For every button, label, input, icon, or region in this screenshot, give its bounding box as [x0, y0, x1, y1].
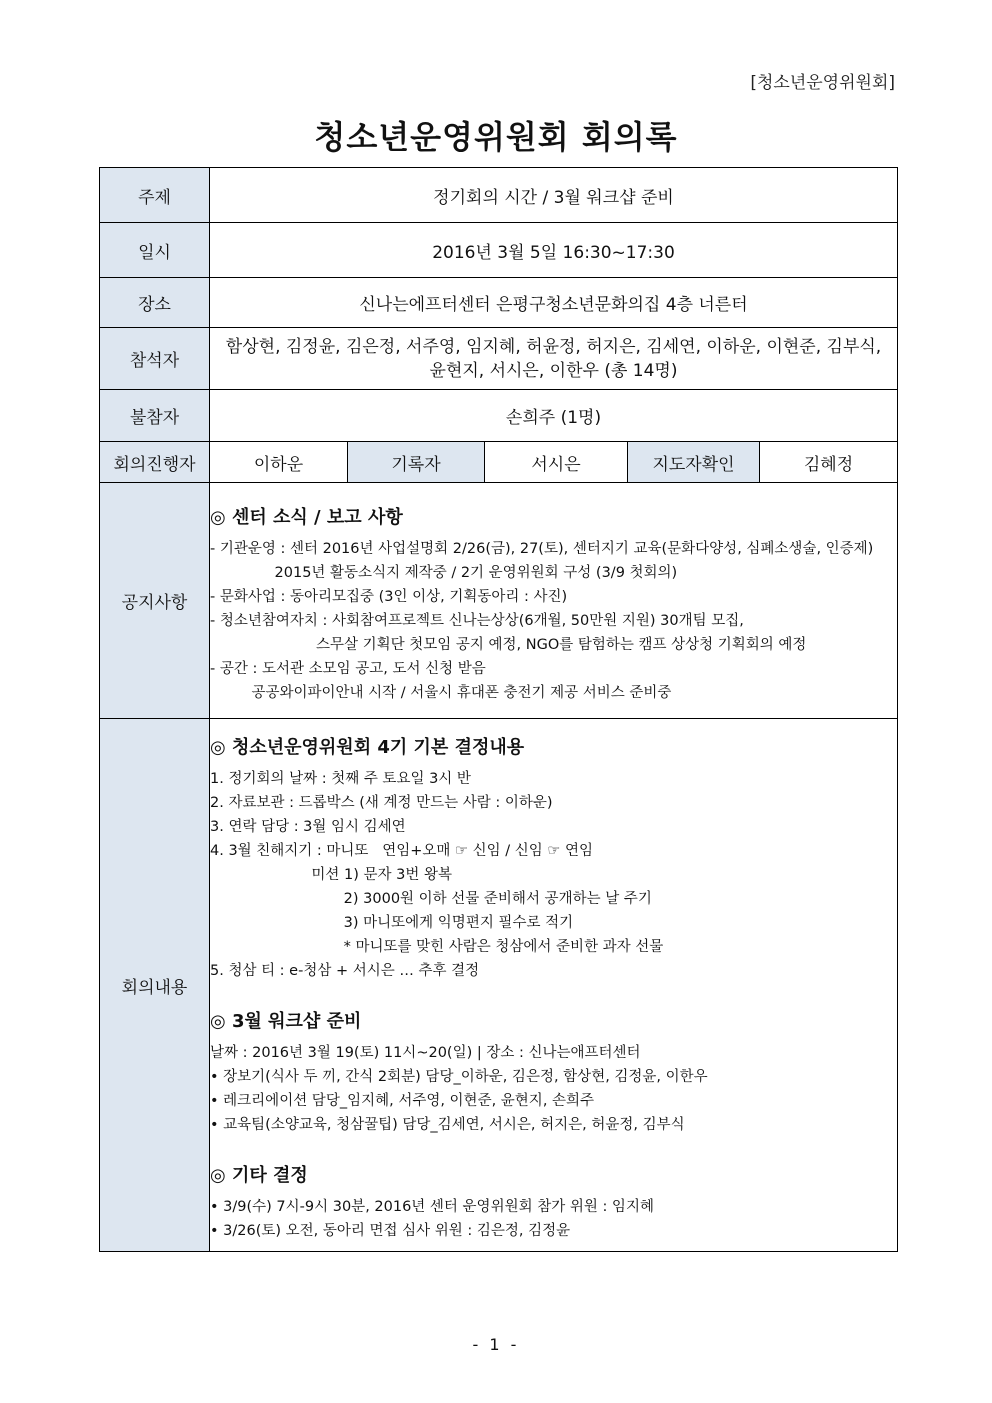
minutes-table [99, 167, 898, 1252]
host-value: 이하운 [210, 442, 348, 483]
workshop-line: • 장보기(식사 두 끼, 간식 2회분) 담당_이하운, 김은정, 함상현, 김정윤, 이한우 [210, 1069, 708, 1085]
decision-line: 5. 청삼 티 : e-청삼 + 서시은 … 추후 결정 [210, 963, 480, 979]
absentees-label: 불참자 [100, 390, 210, 442]
notice-row [100, 483, 898, 719]
attendees-line-2: 윤현지, 서시은, 이한우 (총 14명) [429, 360, 678, 381]
place-label: 장소 [100, 278, 210, 328]
other-line: • 3/26(토) 오전, 동아리 면접 심사 위원 : 김은정, 김정윤 [210, 1223, 571, 1239]
date-value: 2016년 3월 5일 16:30~17:30 [210, 223, 898, 278]
supervisor-label: 지도자확인 [628, 442, 760, 483]
decision-line: 미션 1) 문자 3번 왕복 [210, 867, 452, 883]
attendees-row [100, 328, 898, 390]
notice-line: 스무살 기획단 첫모임 공지 예정, NGO를 탐험하는 캠프 상상청 기획회의 예정 [210, 636, 807, 653]
recorder-label: 기록자 [348, 442, 485, 483]
recorder-value: 서시은 [485, 442, 628, 483]
decision-line: 4. 3월 친해지기 : 마니또 연임+오매 ☞ 신임 / 신임 ☞ 연임 [210, 843, 594, 859]
workshop-line: • 레크리에이션 담당_임지혜, 서주영, 이현준, 윤현지, 손희주 [210, 1093, 595, 1109]
date-row [100, 223, 898, 278]
attendees-label: 참석자 [100, 328, 210, 390]
decision-line: * 마니또를 맞힌 사람은 청삼에서 준비한 과자 선물 [210, 939, 664, 955]
notice-line: 2015년 활동소식지 제작중 / 2기 운영위원회 구성 (3/9 첫회의) [210, 564, 678, 581]
decision-line: 3. 연락 담당 : 3월 임시 김세연 [210, 819, 406, 835]
document-title: 청소년운영위원회 회의록 [314, 118, 678, 156]
supervisor-value: 김혜정 [760, 442, 898, 483]
notice-section-title: ◎ 센터 소식 / 보고 사항 [210, 506, 403, 528]
place-value: 신나는에프터센터 은평구청소년문화의집 4층 너른터 [210, 278, 898, 328]
decision-line: 3) 마니또에게 익명편지 필수로 적기 [210, 915, 574, 931]
other-line: • 3/9(수) 7시-9시 30분, 2016년 센터 운영위원회 참가 위원 : 임지혜 [210, 1199, 654, 1215]
document-category-tag: [청소년운영위원회] [750, 73, 895, 93]
notice-line: - 기관운영 : 센터 2016년 사업설명회 2/26(금), 27(토), 센터지기 교육(문화다양성, 심폐소생술, 인증제) [210, 540, 874, 557]
minutes-label: 회의내용 [100, 719, 210, 1252]
notice-line: - 청소년참여자치 : 사회참여프로젝트 신나는상상(6개월, 50만원 지원) 30개팀 모집, [210, 612, 744, 629]
absentees-value: 손희주 (1명) [210, 390, 898, 442]
minutes-row [100, 719, 898, 1252]
decision-line: 2. 자료보관 : 드롭박스 (새 계정 만드는 사람 : 이하운) [210, 795, 553, 811]
workshop-prep-title: ◎ 3월 워크샵 준비 [210, 1011, 362, 1032]
topic-value: 정기회의 시간 / 3월 워크샵 준비 [210, 168, 898, 223]
staff-row [100, 442, 898, 483]
notice-content [210, 483, 898, 719]
topic-row [100, 168, 898, 223]
notice-line: - 문화사업 : 동아리모집중 (3인 이상, 기획동아리 : 사진) [210, 588, 568, 605]
notice-label: 공지사항 [100, 483, 210, 719]
notice-line: 공공와이파이안내 시작 / 서울시 휴대폰 충전기 제공 서비스 준비중 [210, 684, 672, 701]
decision-line: 2) 3000원 이하 선물 준비해서 공개하는 날 주기 [210, 891, 652, 907]
other-decisions-title: ◎ 기타 결정 [210, 1165, 308, 1186]
notice-line: - 공간 : 도서관 소모임 공고, 도서 신청 받음 [210, 660, 486, 677]
host-label: 회의진행자 [100, 442, 210, 483]
decision-line: 1. 정기회의 날짜 : 첫째 주 토요일 3시 반 [210, 771, 471, 787]
minutes-content [210, 719, 898, 1252]
absentees-row [100, 390, 898, 442]
workshop-line: 날짜 : 2016년 3월 19(토) 11시~20(일) | 장소 : 신나는애프터센터 [210, 1045, 641, 1061]
place-row [100, 278, 898, 328]
workshop-line: • 교육팀(소양교육, 청삼꿀팁) 담당_김세연, 서시은, 허지은, 허윤정, 김부식 [210, 1117, 685, 1133]
attendees-value [210, 328, 898, 390]
topic-label: 주제 [100, 168, 210, 223]
basic-decisions-title: ◎ 청소년운영위원회 4기 기본 결정내용 [210, 737, 525, 758]
date-label: 일시 [100, 223, 210, 278]
page-number: - 1 - [472, 1335, 520, 1354]
attendees-line-1: 함상현, 김정윤, 김은정, 서주영, 임지혜, 허윤정, 허지은, 김세연, 이하운, 이현준, 김부식, [225, 336, 882, 357]
